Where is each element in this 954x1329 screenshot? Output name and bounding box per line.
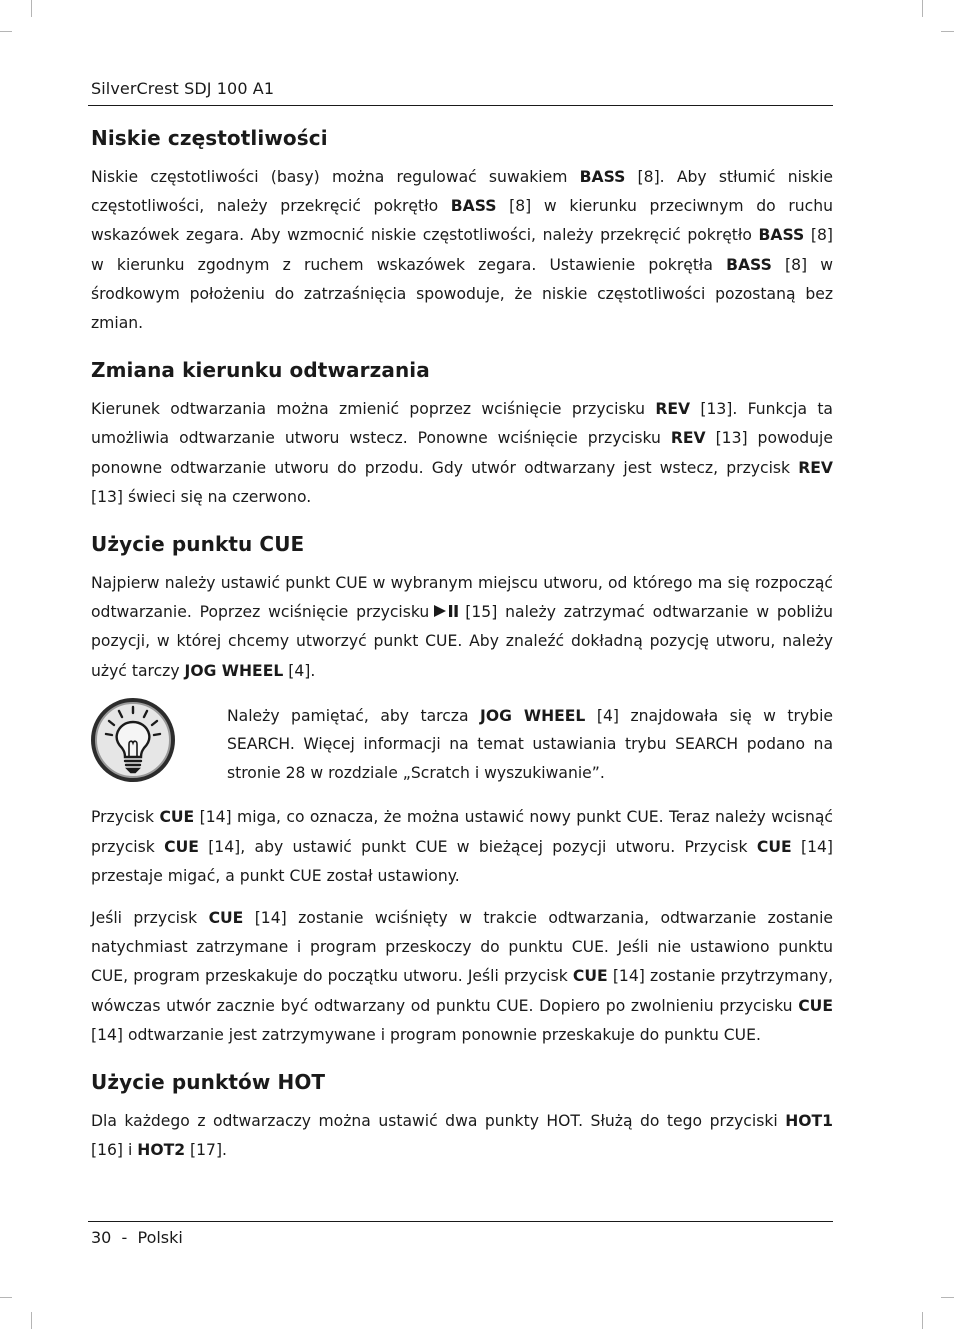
paragraph-cue-set [91, 803, 833, 891]
page-content [91, 124, 833, 1165]
lightbulb-icon [89, 696, 177, 784]
text: [14] zostanie wciśnięty w trakcie odtwarzania, odtwarzanie zostanie natychmiast zatrzymane i program przeskoczy do punktu CUE. Jeśli nie ustawiono punktu CUE, program przeskakuje do początku utworu. Jeśli przycisk [91, 908, 833, 986]
text: [17]. [185, 1141, 227, 1160]
text: [8] w kierunku zgodnym z ruchem wskazówek zegara. Ustawienie pokrętła [91, 226, 834, 274]
text: [15] należy zatrzymać odtwarzanie w pobliżu pozycji, w której chcemy utworzyć punkt CUE. Aby znaleźć dokładną pozycję utworu, należy użyć tarczy [91, 603, 833, 680]
text: Najpierw należy ustawić punkt CUE w wybranym miejscu utworu, od którego ma się rozpocząć odtwarzanie. Poprzez wciśnięcie przycisku [91, 574, 833, 622]
page-footer [91, 1228, 183, 1248]
text: [16] i [91, 1141, 138, 1160]
text: [14], aby ustawić punkt CUE w bieżącej pozycji utworu. Przycisk [198, 837, 757, 856]
crop-mark [922, 1312, 923, 1329]
button-ref-bass: BASS [579, 168, 626, 186]
paragraph-cue-intro [91, 569, 833, 686]
paragraph-cue-playback [91, 904, 833, 1050]
button-ref-cue: CUE [798, 996, 833, 1015]
page-number: 30 [91, 1228, 112, 1247]
crop-mark [0, 31, 12, 32]
section-heading-reverse: Zmiana kierunku odtwarzania [91, 358, 430, 383]
crop-mark [941, 1297, 954, 1298]
text: [14] przestaje migać, a punkt CUE został ustawiony. [91, 837, 834, 885]
button-ref-cue: CUE [208, 908, 244, 927]
button-ref-cue: CUE [164, 837, 199, 856]
paragraph-bass [91, 163, 833, 338]
running-header: SilverCrest SDJ 100 A1 [91, 79, 275, 98]
text: Przycisk [91, 808, 160, 827]
text: [4]. [283, 661, 316, 680]
section-heading-hot: Użycie punktów HOT [91, 1069, 326, 1094]
text: [13] powoduje ponowne odtwarzanie utworu do przodu. Gdy utwór odtwarzany jest wstecz, przycisk [91, 429, 833, 477]
footer-separator: - [121, 1228, 128, 1247]
header-rule [88, 105, 833, 106]
crop-mark [941, 31, 954, 32]
text: Należy pamiętać, aby tarcza [227, 706, 481, 725]
button-ref-bass: BASS [758, 226, 805, 245]
play-pause-icon [432, 604, 462, 618]
text: Kierunek odtwarzania można zmienić poprzez wciśnięcie przycisku [91, 400, 656, 419]
crop-mark [922, 0, 923, 17]
button-ref-rev: REV [798, 458, 833, 477]
text: [14] zostanie przytrzymany, wówczas utwór zacznie być odtwarzany od punktu CUE. Dopiero po zwolnieniu przycisku [91, 967, 833, 1015]
text: [13]. Funkcja ta umożliwia odtwarzanie utworu wstecz. Ponowne wciśnięcie przycisku [91, 400, 833, 448]
button-ref-cue: CUE [159, 808, 195, 827]
text: [8]. Aby stłumić niskie częstotliwości, należy przekręcić pokrętło [91, 168, 833, 216]
paragraph-note [227, 702, 833, 788]
button-ref-cue: CUE [572, 967, 608, 986]
paragraph-reverse [91, 395, 833, 512]
footer-language: Polski [137, 1228, 183, 1247]
text: [8] w kierunku przeciwnym do ruchu wskazówek zegara. Aby wzmocnić niskie częstotliwości, należy przekręcić pokrętło [91, 197, 833, 245]
crop-mark [31, 0, 32, 17]
tip-note [91, 702, 833, 788]
text: [14] miga, co oznacza, że można ustawić nowy punkt CUE. Teraz należy wcisnąć przycisk [91, 808, 833, 856]
button-ref-jog-wheel: JOG WHEEL [480, 706, 586, 725]
section-heading-bass: Niskie częstotliwości [91, 126, 328, 150]
button-ref-hot1: HOT1 [785, 1111, 833, 1130]
text: Niskie częstotliwości (basy) można regulować suwakiem [91, 168, 580, 186]
section-heading-cue: Użycie punktu CUE [91, 532, 305, 557]
button-ref-cue: CUE [756, 837, 792, 856]
footer-rule [88, 1221, 833, 1222]
text: [8] w środkowym położeniu do zatrzaśnięcia spowoduje, że niskie częstotliwości pozostaną bez zmian. [91, 255, 833, 333]
button-ref-rev: REV [655, 400, 691, 419]
button-ref-jog-wheel: JOG WHEEL [184, 661, 284, 680]
paragraph-hot [91, 1107, 833, 1165]
button-ref-rev: REV [670, 429, 706, 448]
text: [13] świeci się na czerwono. [91, 487, 312, 506]
text: Jeśli przycisk [91, 908, 209, 927]
text: [14] odtwarzanie jest zatrzymywane i program ponownie przeskakuje do punktu CUE. [91, 1025, 761, 1044]
text: Dla każdego z odtwarzaczy można ustawić dwa punkty HOT. Służą do tego przyciski [91, 1111, 786, 1130]
text: [4] znajdowała się w trybie SEARCH. Więcej informacji na temat ustawiania trybu SEARCH podano na stronie 28 w rozdziale „Scratch i wyszukiwanie”. [227, 706, 834, 782]
crop-mark [0, 1297, 12, 1298]
button-ref-bass: BASS [726, 255, 772, 274]
button-ref-hot2: HOT2 [137, 1141, 186, 1160]
button-ref-bass: BASS [450, 197, 497, 216]
crop-mark [31, 1312, 32, 1329]
